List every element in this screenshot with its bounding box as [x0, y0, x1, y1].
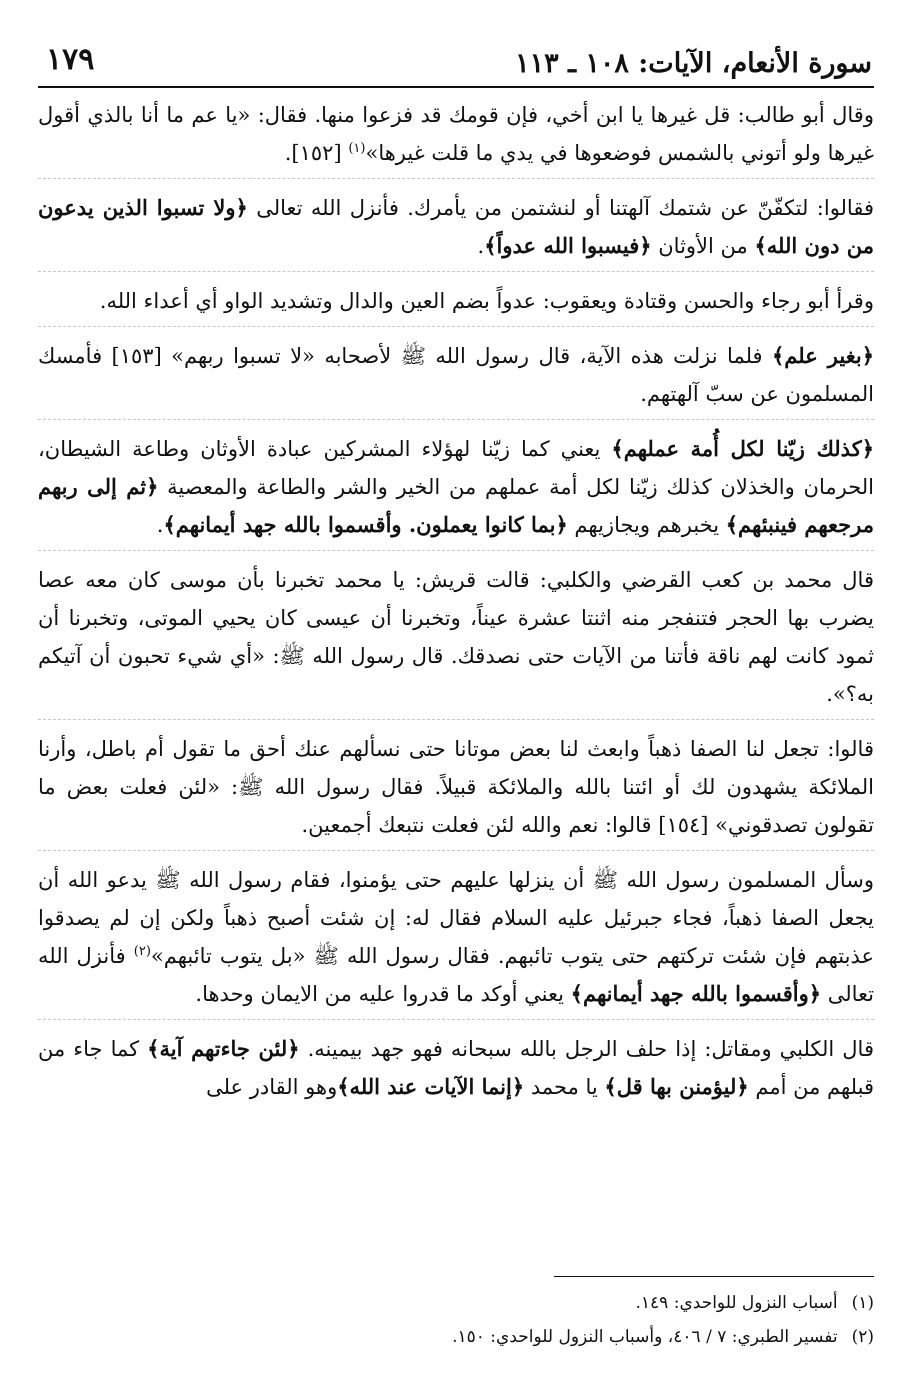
- paragraph: [38, 1030, 874, 1112]
- quran-quote: ﴿ولا تسبوا الذين يدعون من دون الله﴾: [38, 195, 874, 258]
- book-page: [38, 38, 874, 1348]
- paragraph: [38, 730, 874, 851]
- text-segment: وقرأ أبو رجاء والحسن وقتادة ويعقوب: عدواً بضم العين والدال وتشديد الواو أي أعداء الله.: [99, 289, 874, 313]
- paragraph: [38, 96, 874, 179]
- footnote-number: (٢): [851, 1327, 874, 1347]
- text-segment: يا محمد: [524, 1075, 605, 1099]
- page-header: [38, 38, 874, 88]
- footnote: [38, 1320, 874, 1354]
- paragraph: [38, 861, 874, 1020]
- text-segment: فقالوا: لتكفّنّ عن شتمك آلهتنا أو لنشتمن من يأمرك. فأنزل الله تعالى: [247, 196, 874, 220]
- paragraph: [38, 430, 874, 551]
- page-number: ١٧٩: [46, 42, 95, 77]
- main-text: [38, 96, 874, 1112]
- quran-quote: ﴿كذلك زيّنا لكل أُمة عملهم﴾: [611, 436, 874, 461]
- paragraph: [38, 561, 874, 720]
- text-segment: كما جاء من قبلهم من أمم: [38, 1037, 874, 1099]
- text-segment: وهو القادر على: [206, 1075, 338, 1099]
- quran-quote: ﴿وأقسموا بالله جهد أيمانهم﴾: [570, 981, 822, 1006]
- quran-quote: ﴿بما كانوا يعملون. وأقسموا بالله جهد أيمانهم﴾: [163, 512, 568, 537]
- text-segment: يعني كما زيّنا لهؤلاء المشركين عبادة الأوثان وطاعة الشيطان، الحرمان والخذلان كذلك زيّنا لكل أمة عملهم من الخير والشر والطاعة والمعصية: [38, 437, 874, 499]
- text-segment: فأنزل الله تعالى: [38, 944, 874, 1006]
- text-segment: قالوا: تجعل لنا الصفا ذهباً وابعث لنا بعض موتانا حتى نسألهم عنك أحق ما تقول أم باطل، وأرنا الملائكة يشهدون لك أو ائتنا بالله والملائكة قبيلاً. فقال رسول الله ﷺ: «لئن فعلت بعض ما تقولون تصدقوني» [١٥٤] قالوا: نعم والله لئن فعلت نتبعك أجمعين.: [38, 737, 874, 837]
- paragraph: [38, 337, 874, 420]
- running-title: سورة الأنعام، الآيات: ١٠٨ ـ ١١٣: [515, 48, 872, 79]
- text-segment: قال محمد بن كعب القرضي والكلبي: قالت قريش: يا محمد تخبرنا بأن موسى كان معه عصا يضرب بها الحجر فتنفجر منه اثنتا عشرة عيناً، وتخبرنا أن عيسى كان يحيي الموتى، وتخبرنا أن ثمود كانت لهم ناقة فأتنا من الآيات حتى نصدقك. قال رسول الله ﷺ: «أي شيء تحبون أن آتيكم به؟».: [38, 568, 874, 706]
- quran-quote: ﴿لئن جاءتهم آية﴾: [147, 1036, 300, 1061]
- text-segment: .: [156, 513, 164, 537]
- footnote-number: (١): [851, 1293, 874, 1313]
- text-segment: فلما نزلت هذه الآية، قال رسول الله ﷺ لأصحابه «لا تسبوا ربهم» [١٥٣] فأمسك المسلمون عن سبّ آلهتهم.: [38, 344, 874, 406]
- quran-quote: ﴿بغير علم﴾: [772, 343, 875, 368]
- footnote-text: تفسير الطبري: ٧ / ٤٠٦، وأسباب النزول للواحدي: ١٥٠.: [452, 1327, 838, 1347]
- text-segment: [١٥٢].: [284, 141, 349, 165]
- text-segment: يخبرهم ويجازيهم: [567, 513, 726, 537]
- footnote-marker: (٢): [133, 944, 151, 959]
- paragraph: [38, 189, 874, 272]
- quran-quote: ﴿فيسبوا الله عدواً﴾: [484, 233, 652, 258]
- text-segment: وسأل المسلمون رسول الله ﷺ أن ينزلها عليهم حتى يؤمنوا، فقام رسول الله ﷺ يدعو الله أن يجعل الصفا ذهباً، فجاء جبرئيل عليه السلام فقال له: إن شئت أصبح ذهباً ولكن إن لم يصدقوا عذبتهم فإن شئت تركتهم حتى يتوب تائبهم. فقال رسول الله ﷺ «بل يتوب تائبهم»: [38, 868, 875, 968]
- footnote-marker: (١): [348, 141, 366, 156]
- text-segment: يعني أوكد ما قدروا عليه من الايمان وحدها.: [195, 982, 571, 1006]
- paragraph: [38, 282, 874, 327]
- footnotes: [38, 1286, 874, 1354]
- footnote-separator: [554, 1276, 874, 1277]
- quran-quote: ﴿إنما الآيات عند الله﴾: [337, 1074, 525, 1099]
- text-segment: .: [477, 234, 485, 258]
- text-segment: من الأوثان: [651, 234, 755, 258]
- footnote-text: أسباب النزول للواحدي: ١٤٩.: [635, 1293, 838, 1313]
- footnote: [38, 1286, 874, 1320]
- text-segment: وقال أبو طالب: قل غيرها يا ابن أخي، فإن قومك قد فزعوا منها. فقال: «يا عم ما أنا بالذي أقول غيرها ولو أتوني بالشمس فوضعوها في يدي ما قلت غيرها»: [38, 103, 874, 165]
- text-segment: قال الكلبي ومقاتل: إذا حلف الرجل بالله سبحانه فهو جهد بيمينه.: [299, 1037, 874, 1061]
- quran-quote: ﴿ليؤمنن بها قل﴾: [604, 1074, 749, 1099]
- quran-quote: ﴿ثم إلى ربهم مرجعهم فينبئهم﴾: [38, 474, 874, 537]
